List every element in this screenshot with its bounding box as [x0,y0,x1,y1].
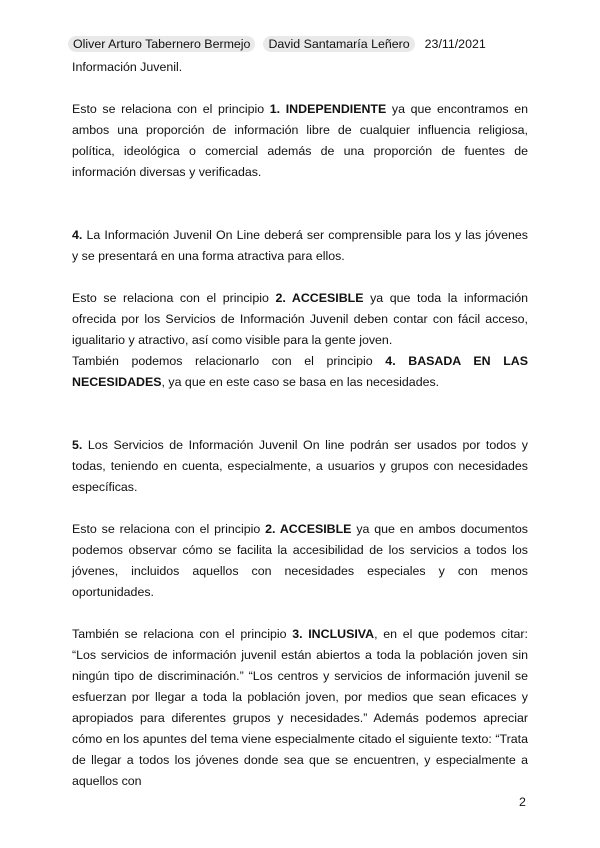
document-date: 23/11/2021 [424,37,486,51]
page-header [72,36,532,52]
paragraph-accesible-1: Esto se relaciona con el principio 2. ACCESIBLE ya que toda la información ofrecida por los Servicios de Información Juvenil deben contar con fácil acceso, igualitario y atractivo, así como visible para la gente joven. [72,291,528,347]
text-line-continuation: Información Juvenil. [72,60,183,74]
point-number-5: 5. [72,438,83,452]
author-name-1: Oliver Arturo Tabernero Bermejo [68,36,255,52]
principle-independiente: 1. INDEPENDIENTE [269,102,387,116]
paragraph-independiente: Esto se relaciona con el principio 1. INDEPENDIENTE ya que encontramos en ambos una proporción de información libre de cualquier influencia religiosa, política, ideológica o comercial además de una proporción de fuentes de información diversas y verificadas. [72,102,528,179]
paragraph-point-4: 4. La Información Juvenil On Line deberá ser comprensible para los y las jóvenes y se presentará en una forma atractiva para ellos. [72,228,528,263]
paragraph-inclusiva: También se relaciona con el principio 3. INCLUSIVA, en el que podemos citar: “Los servicios de información juvenil están abiertos a toda la población joven sin ningún tipo de discriminación.” “Los centros y servicios de información juvenil se esfuerzan por llegar a toda la población joven, por medios que sean eficaces y apropiados para diferentes grupos y necesidades.” Además podemos apreciar cómo en los apuntes del tema viene especialmente citado el siguiente texto: “Trata de llegar a todos los jóvenes donde sea que se encuentren, y especialmente a aquellos con [72,627,529,788]
paragraph-point-5: 5. Los Servicios de Información Juvenil On line podrán ser usados por todos y todas, teniendo en cuenta, especialmente, a usuarios y grupos con necesidades específicas. [72,438,528,494]
page-number: 2 [519,795,526,809]
principle-accesible: 2. ACCESIBLE [275,291,364,305]
point-number-4: 4. [72,228,83,242]
document-body [72,57,528,792]
author-name-2: David Santamaría Leñero [263,36,414,52]
paragraph-necesidades: También podemos relacionarlo con el principio 4. BASADA EN LAS NECESIDADES, ya que en este caso se basa en las necesidades. [72,354,529,389]
paragraph-accesible-2: Esto se relaciona con el principio 2. ACCESIBLE ya que en ambos documentos podemos observar cómo se facilita la accesibilidad de los servicios a todos los jóvenes, incluidos aquellos con necesidades especiales y con menos oportunidades. [72,522,528,599]
principle-inclusiva: 3. INCLUSIVA [292,627,375,641]
principle-accesible: 2. ACCESIBLE [265,522,352,536]
principle-necesidades: 4. BASADA EN LAS NECESIDADES [72,354,529,389]
